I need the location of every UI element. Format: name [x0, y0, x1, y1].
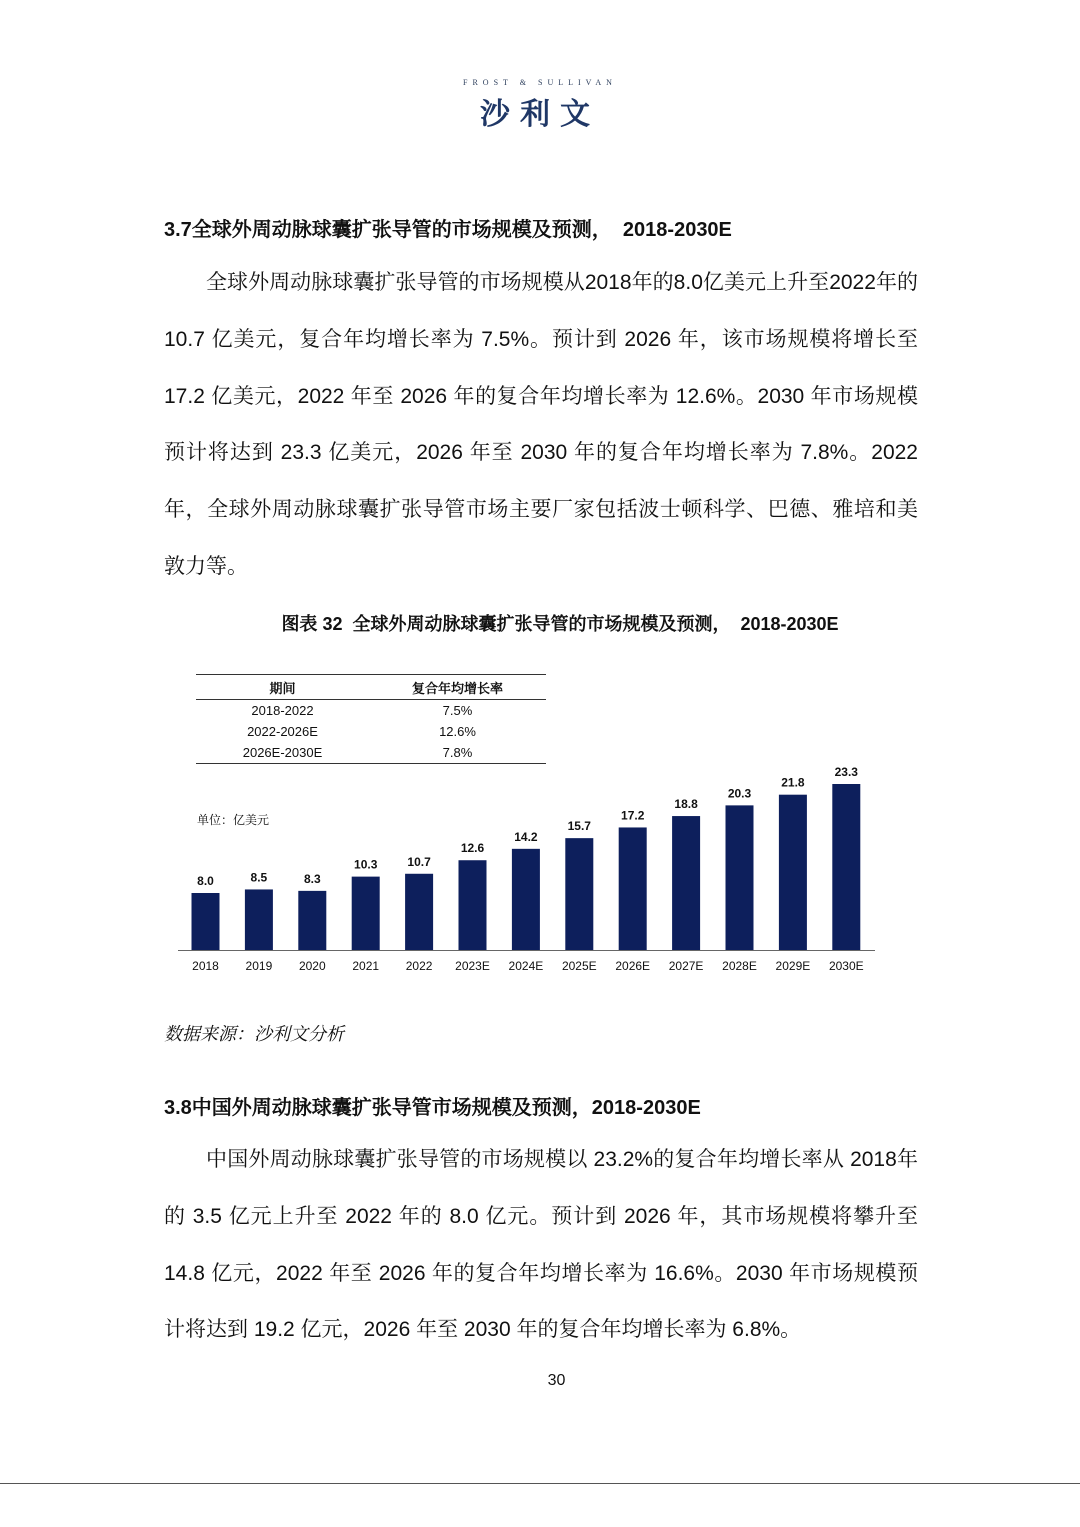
chart-bar-2026e [619, 827, 647, 950]
chart-bar-2021 [352, 877, 380, 950]
chart-value-label: 18.8 [674, 797, 698, 812]
chart-bar-2020 [298, 891, 326, 950]
chart-value-label: 14.2 [514, 829, 538, 844]
chart-x-tick-label: 2020 [298, 959, 326, 973]
chart-bar-2023e [459, 860, 487, 950]
chart-value-label: 20.3 [727, 786, 752, 801]
footer-divider [0, 1483, 1080, 1484]
chart-bar-2018 [192, 893, 220, 950]
unit-label: 单位：亿美元 [197, 813, 270, 827]
table-cell-cagr: 7.5% [442, 703, 473, 718]
table-cell-cagr: 7.8% [369, 742, 546, 764]
chart-bar-2025e [565, 838, 593, 950]
chart-value-label: 10.3 [354, 857, 378, 872]
chart-value-label: 8.3 [303, 871, 321, 886]
chart-x-tick-label: 2024E [508, 959, 544, 973]
data-source-note: 数据来源：沙利文分析 [164, 1024, 344, 1044]
figure-title: 图表 32 全球外周动脉球囊扩张导管的市场规模及预测， 2018-2030E [281, 614, 839, 634]
chart-value-label: 10.7 [407, 854, 431, 869]
chart-x-tick-label: 2018 [192, 959, 219, 973]
logo-chinese-text: 沙利文 [480, 98, 600, 131]
chart-x-tick-label: 2023E [455, 959, 490, 973]
chart-value-label: 12.6 [460, 841, 485, 856]
section-3-7-paragraph: 全球外周动脉球囊扩张导管的市场规模从2018年的8.0亿美元上升至2022年的 10.7 亿美元，复合年均增长率为 7.5%。预计到 2026 年，该市场规模将增长至 17.2 亿美元，2022 年至 2026 年的复合年均增长率为 12.6%。2030 年市场规模预计将达到 23.3 亿美元，2026 年至 2030 年的复合年均增长率为 7.8%。2022 年，全球外周动脉球囊扩张导管市场主要厂家包括波士顿科学、巴德、雅培和美敦力等。 [164, 271, 918, 578]
chart-x-tick-label: 2021 [352, 959, 380, 973]
chart-value-label: 15.7 [567, 819, 591, 834]
cagr-table-header-cagr: 复合年均增长率 [369, 675, 546, 700]
chart-x-tick-label: 2027E [668, 959, 704, 973]
table-cell-period: 2026E-2030E [196, 742, 369, 764]
section-heading-3-8: 3.8中国外周动脉球囊扩张导管市场规模及预测，2018-2030E [164, 1097, 701, 1119]
chart-bar-2024e [512, 849, 540, 950]
chart-x-tick-label: 2028E [722, 959, 757, 973]
page-number: 30 [547, 1372, 566, 1389]
chart-value-label: 23.3 [834, 765, 858, 779]
chart-x-tick-label: 2026E [615, 959, 651, 973]
chart-x-tick-label: 2019 [245, 959, 273, 973]
table-cell-period: 2022-2026E [247, 724, 318, 739]
chart-bar-2019 [245, 889, 273, 950]
section-3-8-body [164, 1132, 918, 1359]
logo-english-text: FROST & SULLIVAN [463, 78, 617, 87]
chart-bar-2022 [405, 874, 433, 950]
chart-value-label: 8.0 [197, 874, 214, 889]
table-cell-cagr: 12.6% [439, 724, 476, 739]
chart-value-label: 17.2 [621, 808, 645, 823]
section-heading-3-7: 3.7全球外周动脉球囊扩张导管的市场规模及预测， 2018-2030E [164, 219, 732, 241]
section-3-8-paragraph: 中国外周动脉球囊扩张导管的市场规模以 23.2%的复合年均增长率从 2018年的 3.5 亿元上升至 2022 年的 8.0 亿元。预计到 2026 年，其市场规模将攀升至 14.8 亿元，2022 年至 2026 年的复合年均增长率为 16.6%。2030 年市场规模预计将达到 19.2 亿元，2026 年至 2030 年的复合年均增长率为 6.8%。 [164, 1148, 918, 1342]
chart-x-tick-label: 2022 [405, 959, 433, 973]
chart-bar-2027e [672, 816, 700, 950]
table-cell-period: 2018-2022 [251, 703, 314, 718]
chart-value-label: 8.5 [250, 870, 268, 885]
chart-x-tick-label: 2029E [775, 959, 811, 973]
chart-bar-2029e [779, 795, 807, 950]
cagr-table-header-period: 期间 [196, 675, 369, 700]
chart-bar-2030e [832, 784, 860, 950]
chart-x-tick-label: 2025E [561, 959, 597, 973]
chart-value-label: 21.8 [781, 775, 805, 790]
chart-bar-2028e [726, 805, 754, 950]
chart-x-tick-label: 2030E [828, 959, 864, 973]
